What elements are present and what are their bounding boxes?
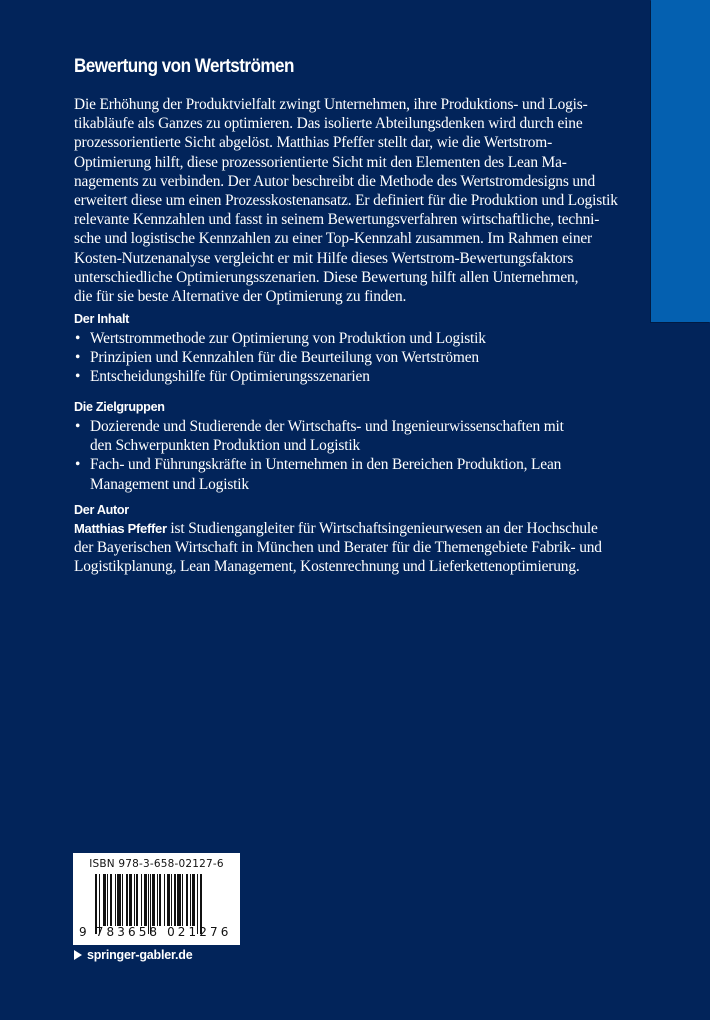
list-item bbox=[74, 417, 614, 455]
isbn-barcode bbox=[73, 853, 240, 945]
intro-line: nagements zu verbinden. Der Autor beschreibt die Methode des Wertstromdesigns und bbox=[74, 172, 596, 190]
intro-line: erweitert diese um einen Prozesskostenansatz. Er definiert für die Produktion und Logistik bbox=[74, 192, 618, 210]
bullet-icon: • bbox=[75, 456, 81, 474]
website-label[interactable]: springer-gabler.de bbox=[87, 948, 193, 962]
section-heading-zielgruppen: Die Zielgruppen bbox=[74, 400, 165, 414]
list-item-text: Fach- und Führungskräfte in Unternehmen in den Bereichen Produktion, Lean bbox=[90, 456, 562, 474]
list-item-text: Entscheidungshilfe für Optimierungsszenarien bbox=[90, 368, 370, 386]
intro-line: Kosten-Nutzenanalyse vergleicht er mit Hilfe dieses Wertstrom-Bewertungsfaktors bbox=[74, 249, 574, 267]
list-item-text: Dozierende und Studierende der Wirtschafts- und Ingenieurwissenschaften mit bbox=[90, 418, 564, 435]
section-heading-autor: Der Autor bbox=[74, 503, 129, 517]
list-item-text: Wertstrommethode zur Optimierung von Produktion und Logistik bbox=[90, 330, 486, 347]
bullet-icon: • bbox=[75, 368, 81, 386]
intro-line: tikabläufe als Ganzes zu optimieren. Das isolierte Abteilungsdenken wird durch eine bbox=[74, 115, 583, 133]
bullet-icon: • bbox=[75, 330, 81, 347]
intro-line: relevante Kennzahlen und fasst in seinem Bewertungsverfahren wirtschaftliche, techni- bbox=[74, 211, 600, 229]
intro-line: die für sie beste Alternative der Optimierung zu finden. bbox=[74, 288, 407, 306]
intro-line: Optimierung hilft, diese prozessorientierte Sicht mit den Elementen des Lean Ma- bbox=[74, 153, 567, 171]
accent-band bbox=[651, 0, 710, 322]
author-bio-text: Logistikplanung, Lean Management, Kostenrechnung und Lieferkettenoptimierung. bbox=[74, 558, 580, 576]
intro-paragraph bbox=[74, 95, 618, 306]
author-bio-text: ist Studiengangleiter für Wirtschaftsingenieurwesen an der Hochschule bbox=[166, 520, 598, 537]
inhalt-list bbox=[74, 329, 614, 387]
zielgruppen-list bbox=[74, 417, 614, 494]
author-name: Matthias Pfeffer bbox=[74, 521, 167, 536]
list-item-text: den Schwerpunkten Produktion und Logistik bbox=[90, 437, 361, 455]
intro-line: Die Erhöhung der Produktvielfalt zwingt Unternehmen, ihre Produktions- und Logis- bbox=[74, 96, 588, 113]
barcode-digit-groups: 783658 021276 bbox=[95, 925, 232, 939]
list-item bbox=[74, 348, 614, 367]
bullet-icon: • bbox=[75, 418, 81, 435]
list-item bbox=[74, 329, 614, 348]
list-item-text: Management und Logistik bbox=[90, 475, 249, 493]
section-inhalt bbox=[74, 312, 614, 387]
barcode-digits bbox=[79, 925, 234, 939]
intro-line: prozessorientierte Sicht abgelöst. Matthias Pfeffer stellt dar, wie die Wertstrom- bbox=[74, 134, 553, 152]
section-autor bbox=[74, 503, 614, 577]
author-bio-text: der Bayerischen Wirtschaft in München und Berater für die Themengebiete Fabrik- und bbox=[74, 539, 602, 557]
intro-line: sche und logistische Kennzahlen zu einer Top-Kennzahl zusammen. Im Rahmen einer bbox=[74, 230, 593, 248]
barcode-first-digit: 9 bbox=[79, 925, 90, 939]
book-title: Bewertung von Wertströmen bbox=[74, 56, 294, 77]
section-zielgruppen bbox=[74, 400, 614, 494]
website-link[interactable] bbox=[74, 948, 192, 962]
list-item bbox=[74, 455, 614, 493]
author-bio bbox=[74, 519, 614, 577]
list-item bbox=[74, 367, 614, 386]
section-heading-inhalt: Der Inhalt bbox=[74, 312, 130, 326]
bullet-icon: • bbox=[75, 349, 81, 367]
list-item-text: Prinzipien und Kennzahlen für die Beurteilung von Wertströmen bbox=[90, 349, 479, 367]
intro-line: unterschiedliche Optimierungsszenarien. Diese Bewertung hilft allen Unternehmen, bbox=[74, 268, 579, 286]
arrow-right-icon bbox=[74, 950, 82, 960]
isbn-label: ISBN 978-3-658-02127-6 bbox=[89, 858, 224, 870]
barcode-bars-icon bbox=[95, 874, 225, 926]
